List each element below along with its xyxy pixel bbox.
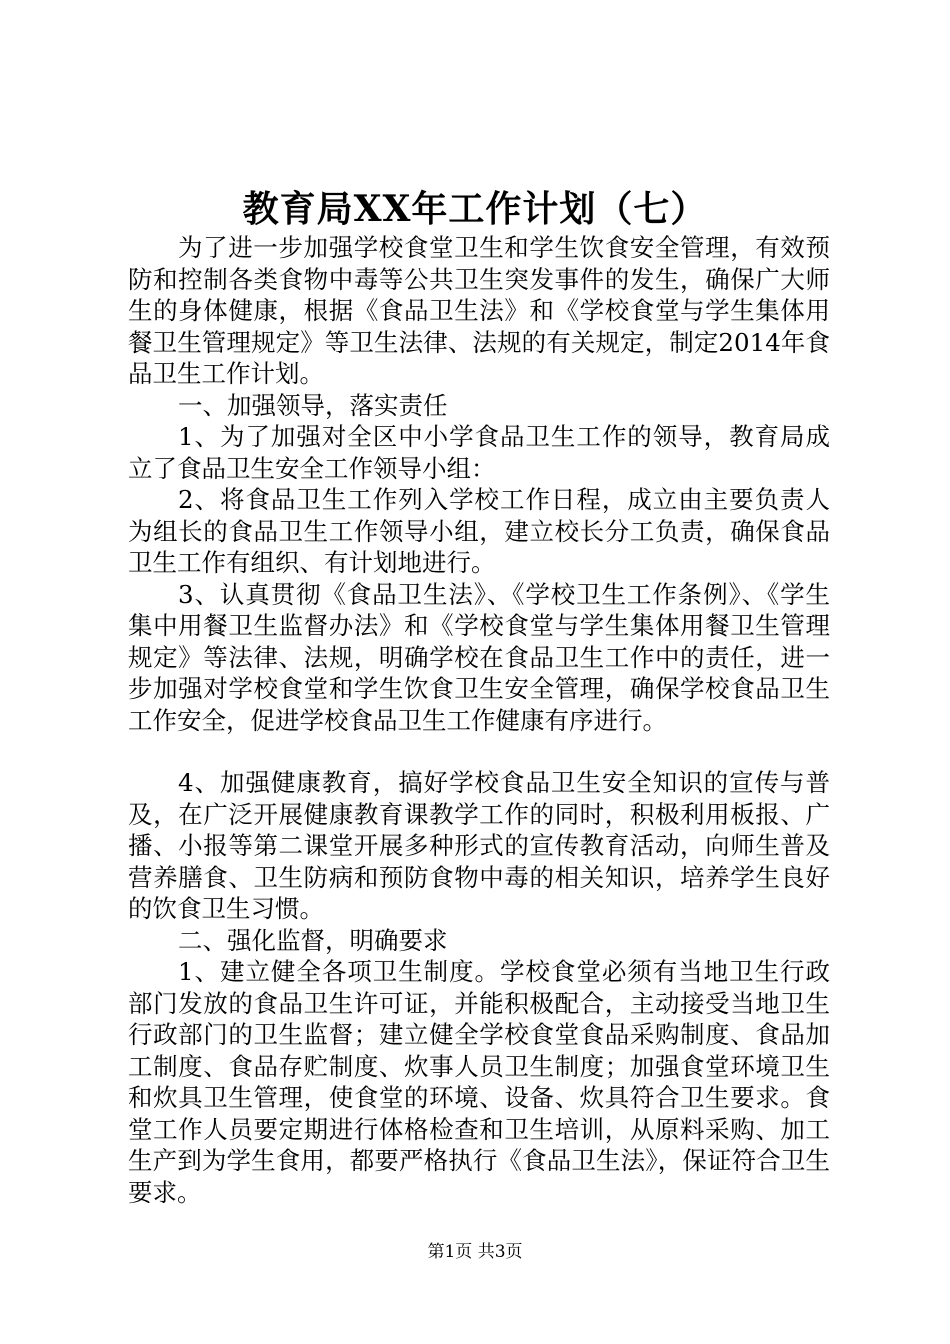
paragraph-1-1: 1、为了加强对全区中小学食品卫生工作的领导，教育局成立了食品卫生安全工作领导小组： [128,422,830,483]
section-heading-1: 一、加强领导，落实责任 [178,390,448,420]
paragraph-1-4: 4、加强健康教育，搞好学校食品卫生安全知识的宣传与普及，在广泛开展健康教育课教学工作的同时，积极利用板报、广播、小报等第二课堂开展多种形式的宣传教育活动，向师生普及营养膳食、卫生防病和预防食物中毒的相关知识，培养学生良好的饮食卫生习惯。 [128,768,830,923]
paragraph-1-3: 3、认真贯彻《食品卫生法》、《学校卫生工作条例》、《学生集中用餐卫生监督办法》和《学校食堂与学生集体用餐卫生管理规定》等法律、法规，明确学校在食品卫生工作中的责任，进一步加强对学校食堂和学生饮食卫生安全管理，确保学校食品卫生工作安全，促进学校食品卫生工作健康有序进行。 [128,579,830,735]
paragraph-intro: 为了进一步加强学校食堂卫生和学生饮食安全管理，有效预防和控制各类食物中毒等公共卫生突发事件的发生，确保广大师生的身体健康，根据《食品卫生法》和《学校食堂与学生集体用餐卫生管理规定》等卫生法律、法规的有关规定，制定2014年食品卫生工作计划。 [128,233,830,388]
document-body [128,232,830,1208]
document-title: 教育局XX年工作计划（七） [242,188,708,230]
paragraph-2-1: 1、建立健全各项卫生制度。学校食堂必须有当地卫生行政部门发放的食品卫生许可证，并能积极配合，主动接受当地卫生行政部门的卫生监督；建立健全学校食堂食品采购制度、食品加工制度、食品存贮制度、炊事人员卫生制度；加强食堂环境卫生和炊具卫生管理，使食堂的环境、设备、炊具符合卫生要求。食堂工作人员要定期进行体格检查和卫生培训，从原料采购、加工生产到为学生食用，都要严格执行《食品卫生法》，保证符合卫生要求。 [128,957,830,1207]
section-heading-2: 二、强化监督，明确要求 [178,925,448,955]
page-footer: 第1页 共3页 [427,1242,523,1262]
paragraph-1-2: 2、将食品卫生工作列入学校工作日程，成立由主要负责人为组长的食品卫生工作领导小组，建立校长分工负责，确保食品卫生工作有组织、有计划地进行。 [128,485,830,577]
